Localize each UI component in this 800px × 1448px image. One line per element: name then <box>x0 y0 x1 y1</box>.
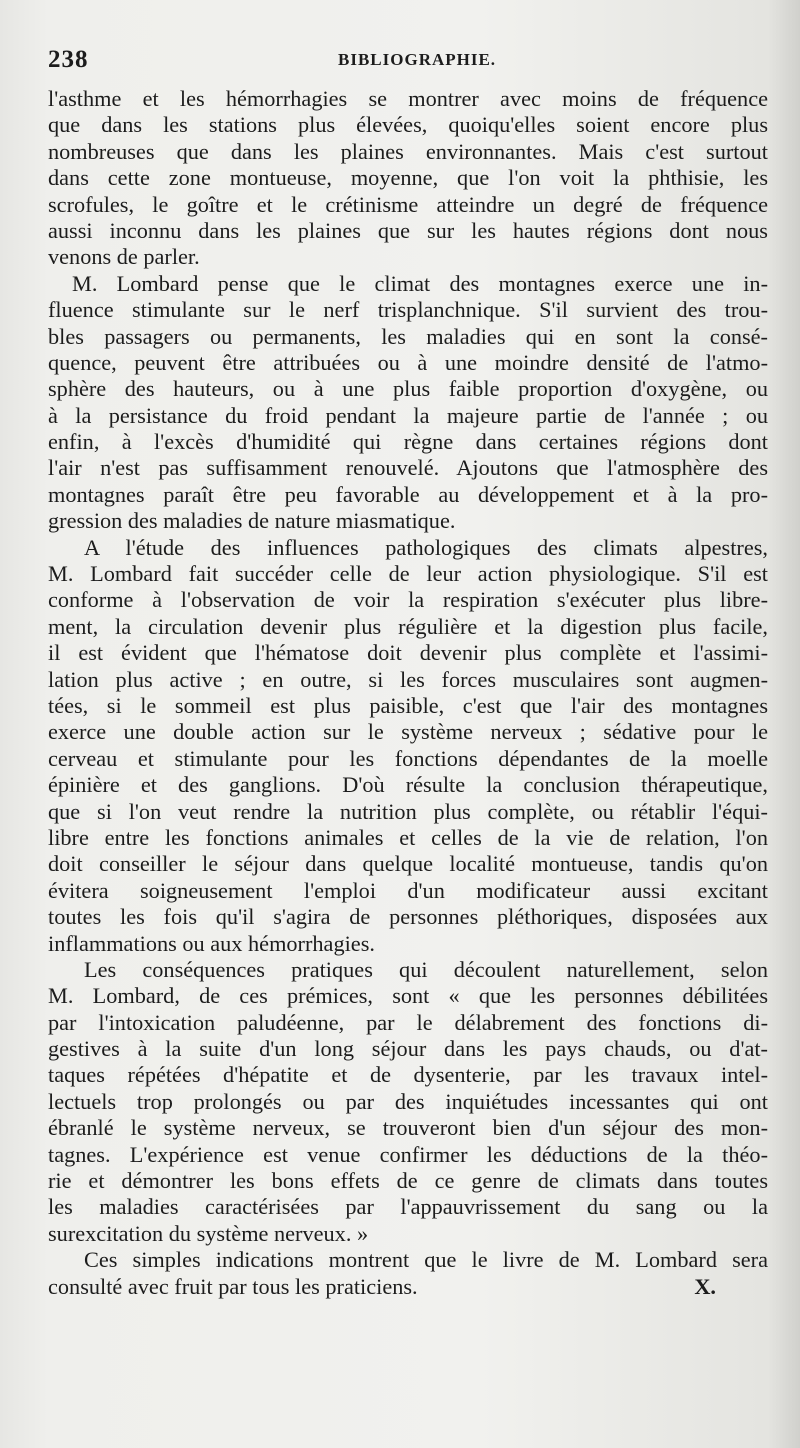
text-line: que dans les stations plus élevées, quoiqu'elles soient encore plus <box>48 112 768 138</box>
text-line: tagnes. L'expérience est venue confirmer les déductions de la théo- <box>48 1141 768 1167</box>
text-line: ébranlé le système nerveux, se trouveront bien d'un séjour des mon- <box>48 1115 768 1141</box>
signature: X. <box>694 1273 716 1299</box>
page-number: 238 <box>48 46 89 73</box>
text-line: lation plus active ; en outre, si les forces musculaires sont augmen- <box>48 666 768 692</box>
text-line: gression des maladies de nature miasmatique. <box>48 508 456 534</box>
text-line: il est évident que l'hématose doit devenir plus complète et l'assimi- <box>48 640 768 666</box>
text-line: consulté avec fruit par tous les praticiens. <box>48 1273 418 1299</box>
text-line: A l'étude des influences pathologiques des climats alpestres, <box>84 534 768 560</box>
text-line: cerveau et stimulante pour les fonctions dépendantes de la moelle <box>48 745 768 771</box>
page-header <box>48 46 768 76</box>
text-line: sphère des hauteurs, ou à une plus faible proportion d'oxygène, ou <box>48 376 768 402</box>
text-line: M. Lombard pense que le climat des montagnes exerce une in- <box>72 270 768 296</box>
text-line: libre entre les fonctions animales et celles de la vie de relation, l'on <box>48 824 768 850</box>
text-line: gestives à la suite d'un long séjour dans les pays chauds, ou d'at- <box>48 1036 768 1062</box>
text-line: tées, si le sommeil est plus paisible, c'est que l'air des montagnes <box>48 692 768 718</box>
text-line: inflammations ou aux hémorrhagies. <box>48 930 375 956</box>
text-line: Ces simples indications montrent que le livre de M. Lombard sera <box>84 1247 768 1273</box>
text-line: les maladies caractérisées par l'appauvrissement du sang ou la <box>48 1194 768 1220</box>
text-line: à la persistance du froid pendant la majeure partie de l'année ; ou <box>48 402 768 428</box>
text-line: épinière et des ganglions. D'où résulte la conclusion thérapeutique, <box>48 772 768 798</box>
text-line: rie et démontrer les bons effets de ce genre de climats dans toutes <box>48 1168 768 1194</box>
text-line: fluence stimulante sur le nerf trisplanchnique. S'il survient des trou- <box>48 297 768 323</box>
text-line: taques répétées d'hépatite et de dysenterie, par les travaux intel- <box>48 1062 768 1088</box>
text-line: scrofules, le goître et le crétinisme atteindre un degré de fréquence <box>48 191 768 217</box>
text-line: toutes les fois qu'il s'agira de personnes pléthoriques, disposées aux <box>48 904 768 930</box>
text-line: par l'intoxication paludéenne, par le délabrement des fonctions di- <box>48 1009 768 1035</box>
text-line: nombreuses que dans les plaines environnantes. Mais c'est surtout <box>48 138 768 164</box>
text-line: que si l'on veut rendre la nutrition plus complète, ou rétablir l'équi- <box>48 798 768 824</box>
text-line: aussi inconnu dans les plaines que sur les hautes régions dont nous <box>48 217 768 243</box>
text-line: ment, la circulation devenir plus régulière et la digestion plus facile, <box>48 613 768 639</box>
text-line: venons de parler. <box>48 244 200 270</box>
text-line: M. Lombard, de ces prémices, sont « que les personnes débilitées <box>48 983 768 1009</box>
text-line: enfin, à l'excès d'humidité qui règne dans certaines régions dont <box>48 429 768 455</box>
running-head: BIBLIOGRAPHIE. <box>338 50 497 69</box>
text-line: dans cette zone montueuse, moyenne, que l'on voit la phthisie, les <box>48 165 768 191</box>
text-line: M. Lombard fait succéder celle de leur action physiologique. S'il est <box>48 561 768 587</box>
body-text <box>48 86 768 1300</box>
text-line: évitera soigneusement l'emploi d'un modificateur aussi excitant <box>48 877 768 903</box>
text-line: l'air n'est pas suffisamment renouvelé. Ajoutons que l'atmosphère des <box>48 455 768 481</box>
text-line: doit conseiller le séjour dans quelque localité montueuse, tandis qu'on <box>48 851 768 877</box>
text-line: l'asthme et les hémorrhagies se montrer avec moins de fréquence <box>48 86 768 111</box>
text-line: exerce une double action sur le système nerveux ; sédative pour le <box>48 719 768 745</box>
text-line: lectuels trop prolongés ou par des inquiétudes incessantes qui ont <box>48 1088 768 1114</box>
text-line: montagnes paraît être peu favorable au développement et à la pro- <box>48 481 768 507</box>
text-line: conforme à l'observation de voir la respiration s'exécuter plus libre- <box>48 587 768 613</box>
text-line: bles passagers ou permanents, les maladies qui en sont la consé- <box>48 323 768 349</box>
text-line: Les conséquences pratiques qui découlent naturellement, selon <box>84 956 768 982</box>
text-line: quence, peuvent être attribuées ou à une moindre densité de l'atmo- <box>48 349 768 375</box>
final-line <box>48 1274 768 1300</box>
text-line: surexcitation du système nerveux. » <box>48 1220 369 1246</box>
